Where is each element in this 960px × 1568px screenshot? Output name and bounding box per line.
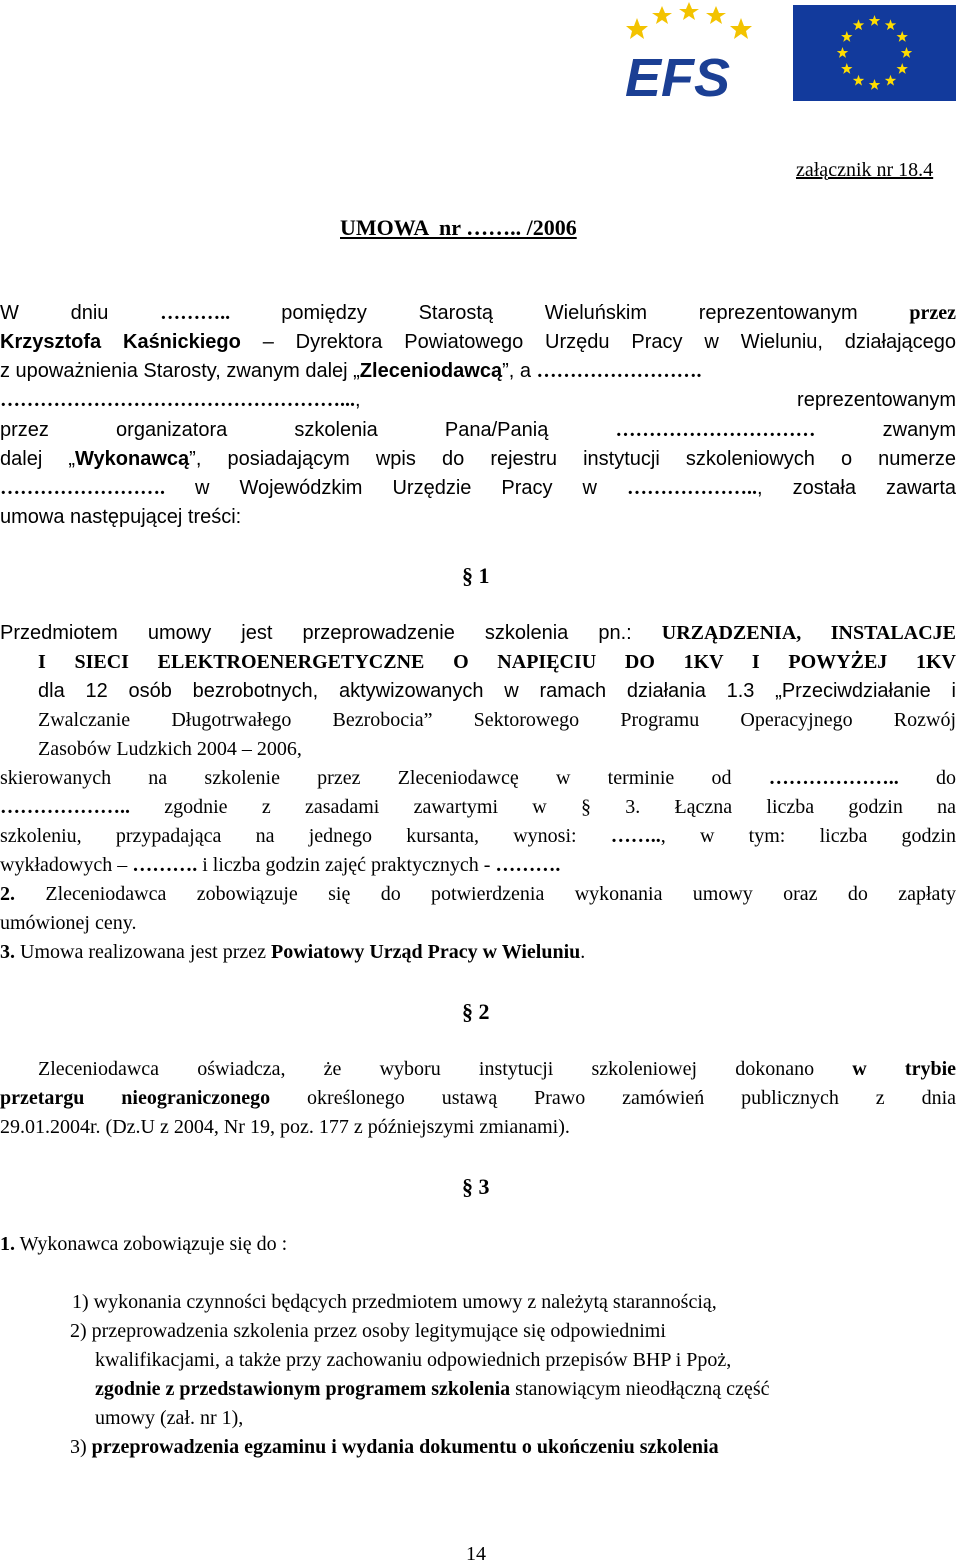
efs-logo: [617, 0, 767, 110]
s1-line: skierowanych na szkolenie przez Zleceniodawcę w terminie od ……………….. do: [0, 767, 956, 789]
intro-line: Krzysztofa Kaśnickiego – Dyrektora Powiatowego Urzędu Pracy w Wieluniu, działającego: [0, 331, 957, 353]
intro-line: W dniu ……….. pomiędzy Starostą Wieluńskim reprezentowanym przez: [0, 302, 957, 324]
s3-item-2-cont: zgodnie z przedstawionym programem szkolenia stanowiącym nieodłączną część: [95, 1378, 770, 1400]
s1-point-2-cont: umówionej ceny.: [0, 912, 137, 934]
s1-line: wykładowych – ………. i liczba godzin zajęć praktycznych - ……….: [0, 854, 561, 876]
document-title: UMOWA nr …….. /2006: [340, 215, 577, 240]
s1-line: Zasobów Ludzkich 2004 – 2006,: [38, 738, 302, 760]
s1-line: szkoleniu, przypadająca na jednego kursanta, wynosi: …….., w tym: liczba godzin: [0, 825, 956, 847]
intro-line: dalej „Wykonawcą”, posiadającym wpis do rejestru instytucji szkoleniowych o numerze: [0, 448, 956, 470]
efs-logo-graphic: [617, 0, 767, 110]
s3-item-2-cont: kwalifikacjami, a także przy zachowaniu odpowiednich przepisów BHP i Ppoż,: [95, 1349, 732, 1371]
s1-point-3: 3. Umowa realizowana jest przez Powiatowy Urząd Pracy w Wieluniu.: [0, 941, 586, 963]
s3-point-1: 1. Wykonawca zobowiązuje się do :: [0, 1233, 288, 1255]
s3-item-2: 2) przeprowadzenia szkolenia przez osoby legitymujące się odpowiednimi: [70, 1320, 666, 1342]
page-number: 14: [466, 1543, 486, 1565]
s2-line: przetargu nieograniczonego określonego ustawą Prawo zamówień publicznych z dnia: [0, 1087, 957, 1109]
section-2-heading: § 2: [462, 999, 490, 1024]
s1-line: ……………….. zgodnie z zasadami zawartymi w § 3. Łączna liczba godzin na: [0, 796, 956, 818]
intro-line: umowa następującej treści:: [0, 506, 242, 528]
s1-line: I SIECI ELEKTROENERGETYCZNE O NAPIĘCIU DO 1KV I POWYŻEJ 1KV: [38, 651, 956, 673]
s2-line: Zleceniodawca oświadcza, że wyboru instytucji szkoleniowej dokonano w trybie: [38, 1058, 956, 1080]
eu-flag-graphic: [793, 5, 956, 101]
s1-line: Zwalczanie Długotrwałego Bezrobocia” Sektorowego Programu Operacyjnego Rozwój: [38, 709, 956, 731]
section-1-heading: § 1: [462, 563, 490, 588]
s3-item-1: 1) wykonania czynności będących przedmiotem umowy z należytą starannością,: [72, 1291, 717, 1313]
intro-line: ……………………………………………..., reprezentowanym: [0, 389, 956, 411]
intro-line: przez organizatora szkolenia Pana/Panią ………………………… zwanym: [0, 419, 956, 441]
s2-line: 29.01.2004r. (Dz.U z 2004, Nr 19, poz. 177 z późniejszymi zmianami).: [0, 1116, 570, 1138]
s1-line: Przedmiotem umowy jest przeprowadzenie szkolenia pn.: URZĄDZENIA, INSTALACJE: [0, 622, 956, 644]
s3-item-2-cont: umowy (zał. nr 1),: [95, 1407, 244, 1429]
intro-line: z upoważnienia Starosty, zwanym dalej „Zleceniodawcą”, a …………………….: [0, 360, 702, 382]
s1-point-2: 2. Zleceniodawca zobowiązuje się do potwierdzenia wykonania umowy oraz do zapłaty: [0, 883, 956, 905]
eu-flag-logo: [793, 5, 956, 101]
s3-item-3: 3) przeprowadzenia egzaminu i wydania dokumentu o ukończeniu szkolenia: [70, 1436, 719, 1458]
intro-line: ……………………. w Wojewódzkim Urzędzie Pracy w ……………….., została zawarta: [0, 477, 956, 499]
attachment-label: załącznik nr 18.4: [796, 159, 934, 181]
efs-logo-text: EFS: [625, 48, 731, 108]
s1-line: dla 12 osób bezrobotnych, aktywizowanych w ramach działania 1.3 „Przeciwdziałanie i: [38, 680, 956, 702]
section-3-heading: § 3: [462, 1174, 490, 1199]
